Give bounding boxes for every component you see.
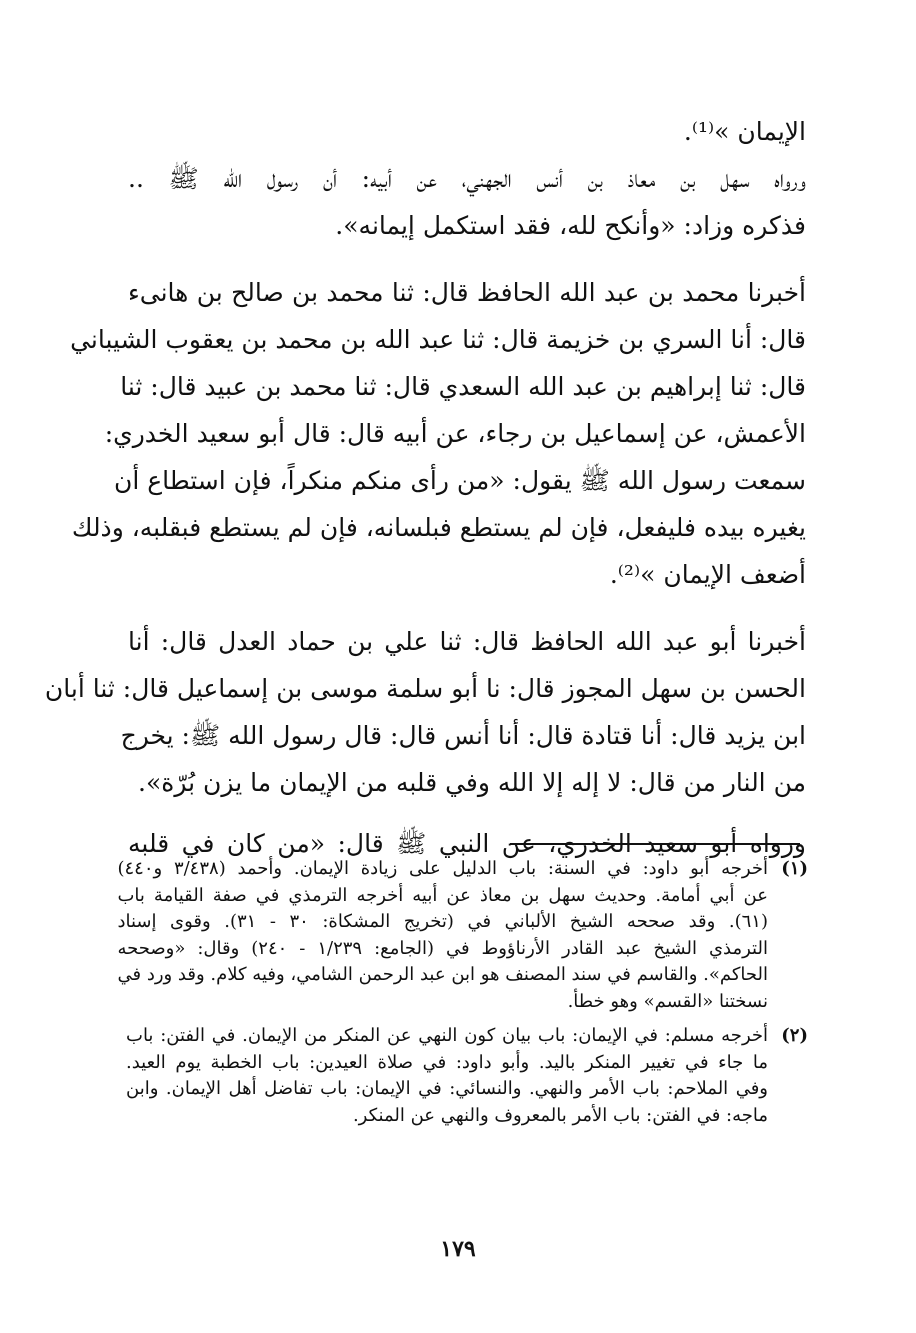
footnote-line: الترمذي الشيخ عبد القادر الأرناؤوط في (الجامع: ١/٢٣٩ - ٢٤٠) وقال: «وصححه	[117, 937, 768, 959]
text-line: الإيمان »⁽¹⁾.	[683, 117, 806, 146]
footnote-line: ما جاء في تغيير المنكر باليد. وأبو داود: في صلاة العيدين: باب الخطبة يوم العيد.	[126, 1051, 768, 1073]
page-number: ١٧٩	[440, 1236, 476, 1262]
footnote-text	[117, 856, 768, 1015]
text-line: قال: ثنا إبراهيم بن عبد الله السعدي قال: ثنا محمد بن عبيد قال: ثنا	[120, 372, 806, 401]
text-line: من النار من قال: لا إله إلا الله وفي قلبه من الإيمان ما يزن بُرّة».	[138, 768, 806, 797]
footnote-line: أخرجه أبو داود: في السنة: باب الدليل على زيادة الإيمان. وأحمد (٣/٤٣٨ و٤٤٠)	[117, 858, 768, 879]
footnote-number: (٢)	[781, 1025, 808, 1046]
footnote-2	[126, 1023, 808, 1129]
text-line: ابن يزيد قال: أنا قتادة قال: أنا أنس قال: قال رسول الله ﷺ: يخرج	[120, 721, 806, 750]
text-line: سمعت رسول الله ﷺ يقول: «من رأى منكم منكراً، فإن استطاع أن	[113, 466, 806, 495]
footnote-1	[117, 856, 808, 1015]
footnote-line: الحاكم». والقاسم في سند المصنف هو ابن عبد الرحمن الشامي، وفيه كلام. وقد ورد في	[117, 964, 768, 985]
main-text	[44, 108, 806, 867]
text-line: الحسن بن سهل المجوز قال: نا أبو سلمة موسى بن إسماعيل قال: ثنا أبان	[44, 674, 806, 703]
footnote-line: نسختنا «القسم» وهو خطأ.	[567, 990, 768, 1012]
footnote-line: عن أبي أمامة. وحديث سهل بن معاذ عن أبيه أخرجه الترمذي في صفة القيامة باب	[117, 884, 768, 906]
text-line: ورواه سهل بن معاذ بن أنس الجهني، عن أبيه: أن رسول الله ﷺ ..	[128, 164, 806, 193]
footnote-text	[126, 1023, 768, 1129]
footnote-number: (١)	[781, 858, 808, 879]
footnote-line: وفي الملاحم: باب الأمر والنهي. والنسائي: في الإيمان: باب تفاضل أهل الإيمان. وابن	[126, 1078, 768, 1099]
text-line: أخبرنا أبو عبد الله الحافظ قال: ثنا علي بن حماد العدل قال: أنا	[128, 627, 806, 656]
text-line: فذكره وزاد: «وأنكح لله، فقد استكمل إيمانه».	[335, 211, 806, 240]
text-line: يغيره بيده فليفعل، فإن لم يستطع فبلسانه، فإن لم يستطع فبقلبه، وذلك	[71, 513, 806, 542]
footnote-line: ماجه: في الفتن: باب الأمر بالمعروف والنهي عن المنكر.	[352, 1104, 768, 1126]
footnote-line: (٦١). وقد صححه الشيخ الألباني في (تخريج المشكاة: ٣٠ - ٣١). وقوى إسناد	[117, 911, 769, 932]
text-line: أضعف الإيمان »⁽²⁾.	[609, 560, 806, 589]
text-line: الأعمش، عن إسماعيل بن رجاء، عن أبيه قال: قال أبو سعيد الخدري:	[104, 419, 806, 448]
text-line: أخبرنا محمد بن عبد الله الحافظ قال: ثنا محمد بن صالح بن هانىء	[128, 278, 806, 307]
footnote-divider	[510, 843, 800, 845]
footnote-line: أخرجه مسلم: في الإيمان: باب بيان كون النهي عن المنكر من الإيمان. في الفتن: باب	[126, 1025, 768, 1046]
footnotes	[117, 856, 808, 1137]
text-line: قال: أنا السري بن خزيمة قال: ثنا عبد الله بن محمد بن يعقوب الشيباني	[70, 325, 806, 354]
text-line: ورواه أبو سعيد الخدري، عن النبي ﷺ قال: «من كان في قلبه	[128, 829, 806, 858]
